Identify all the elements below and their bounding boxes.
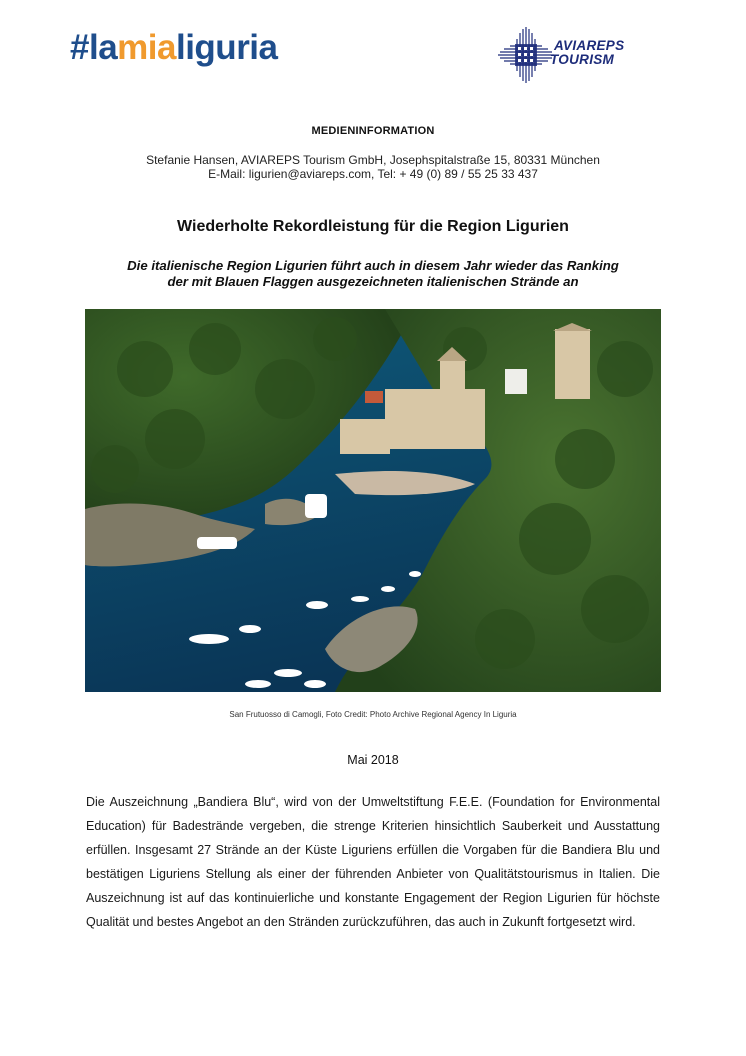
subheadline-line-2: der mit Blauen Flaggen ausgezeichneten italienischen Strände an [167,274,579,289]
document-label: MEDIENINFORMATION [311,125,435,137]
contact-line-1: Stefanie Hansen, AVIAREPS Tourism GmbH, Josephspitalstraße 15, 80331 München [146,153,600,167]
subheadline-line-1: Die italienische Region Ligurien führt auch in diesem Jahr wieder das Ranking [127,258,619,273]
logo-hash: # [70,28,89,67]
logo-la: la [88,28,118,67]
body-paragraph: Die Auszeichnung „Bandiera Blu“, wird von der Umweltstiftung F.E.E. (Foundation for Environmental Education) für Badestrände vergeben, die strenge Kriterien hinsichtlich Sauberkeit und Ausstattung erfüllen. Insgesamt 27 Strände an der Küste Liguriens erfüllen die Vorgaben für die Bandiera Blu und bestätigen Liguriens Stellung als einer der führenden Anbieter von Qualitätstourismus in Italien. Die Auszeichnung ist auf das kontinuierliche und konstante Engagement der Region Ligurien für höchste Qualität und bestes Angebot an den Stränden zurückzuführen, das auch in Zukunft fortgesetzt wird. [86,795,660,929]
aviareps-wordmark [550,39,624,67]
aviareps-line1: AVIAREPS [554,38,625,53]
aviareps-star-icon [496,27,556,83]
bay-landscape-image [85,309,661,692]
subheadline [0,258,746,290]
aviareps-tourism-logo [496,27,686,83]
contact-block [0,153,746,181]
coastline-photo [85,309,661,692]
headline: Wiederholte Rekordleistung für die Region Ligurien [177,218,569,235]
logo-mia: mia [117,28,176,67]
lamialiguria-logo [70,30,278,65]
aviareps-line2: TOURISM [550,52,615,67]
photo-caption: San Frutuosso di Camogli, Foto Credit: Photo Archive Regional Agency In Liguria [229,710,517,719]
logo-liguria: liguria [175,28,278,67]
publication-date: Mai 2018 [347,753,399,767]
contact-line-2: E-Mail: ligurien@aviareps.com, Tel: + 49 (0) 89 / 55 25 33 437 [208,167,538,181]
